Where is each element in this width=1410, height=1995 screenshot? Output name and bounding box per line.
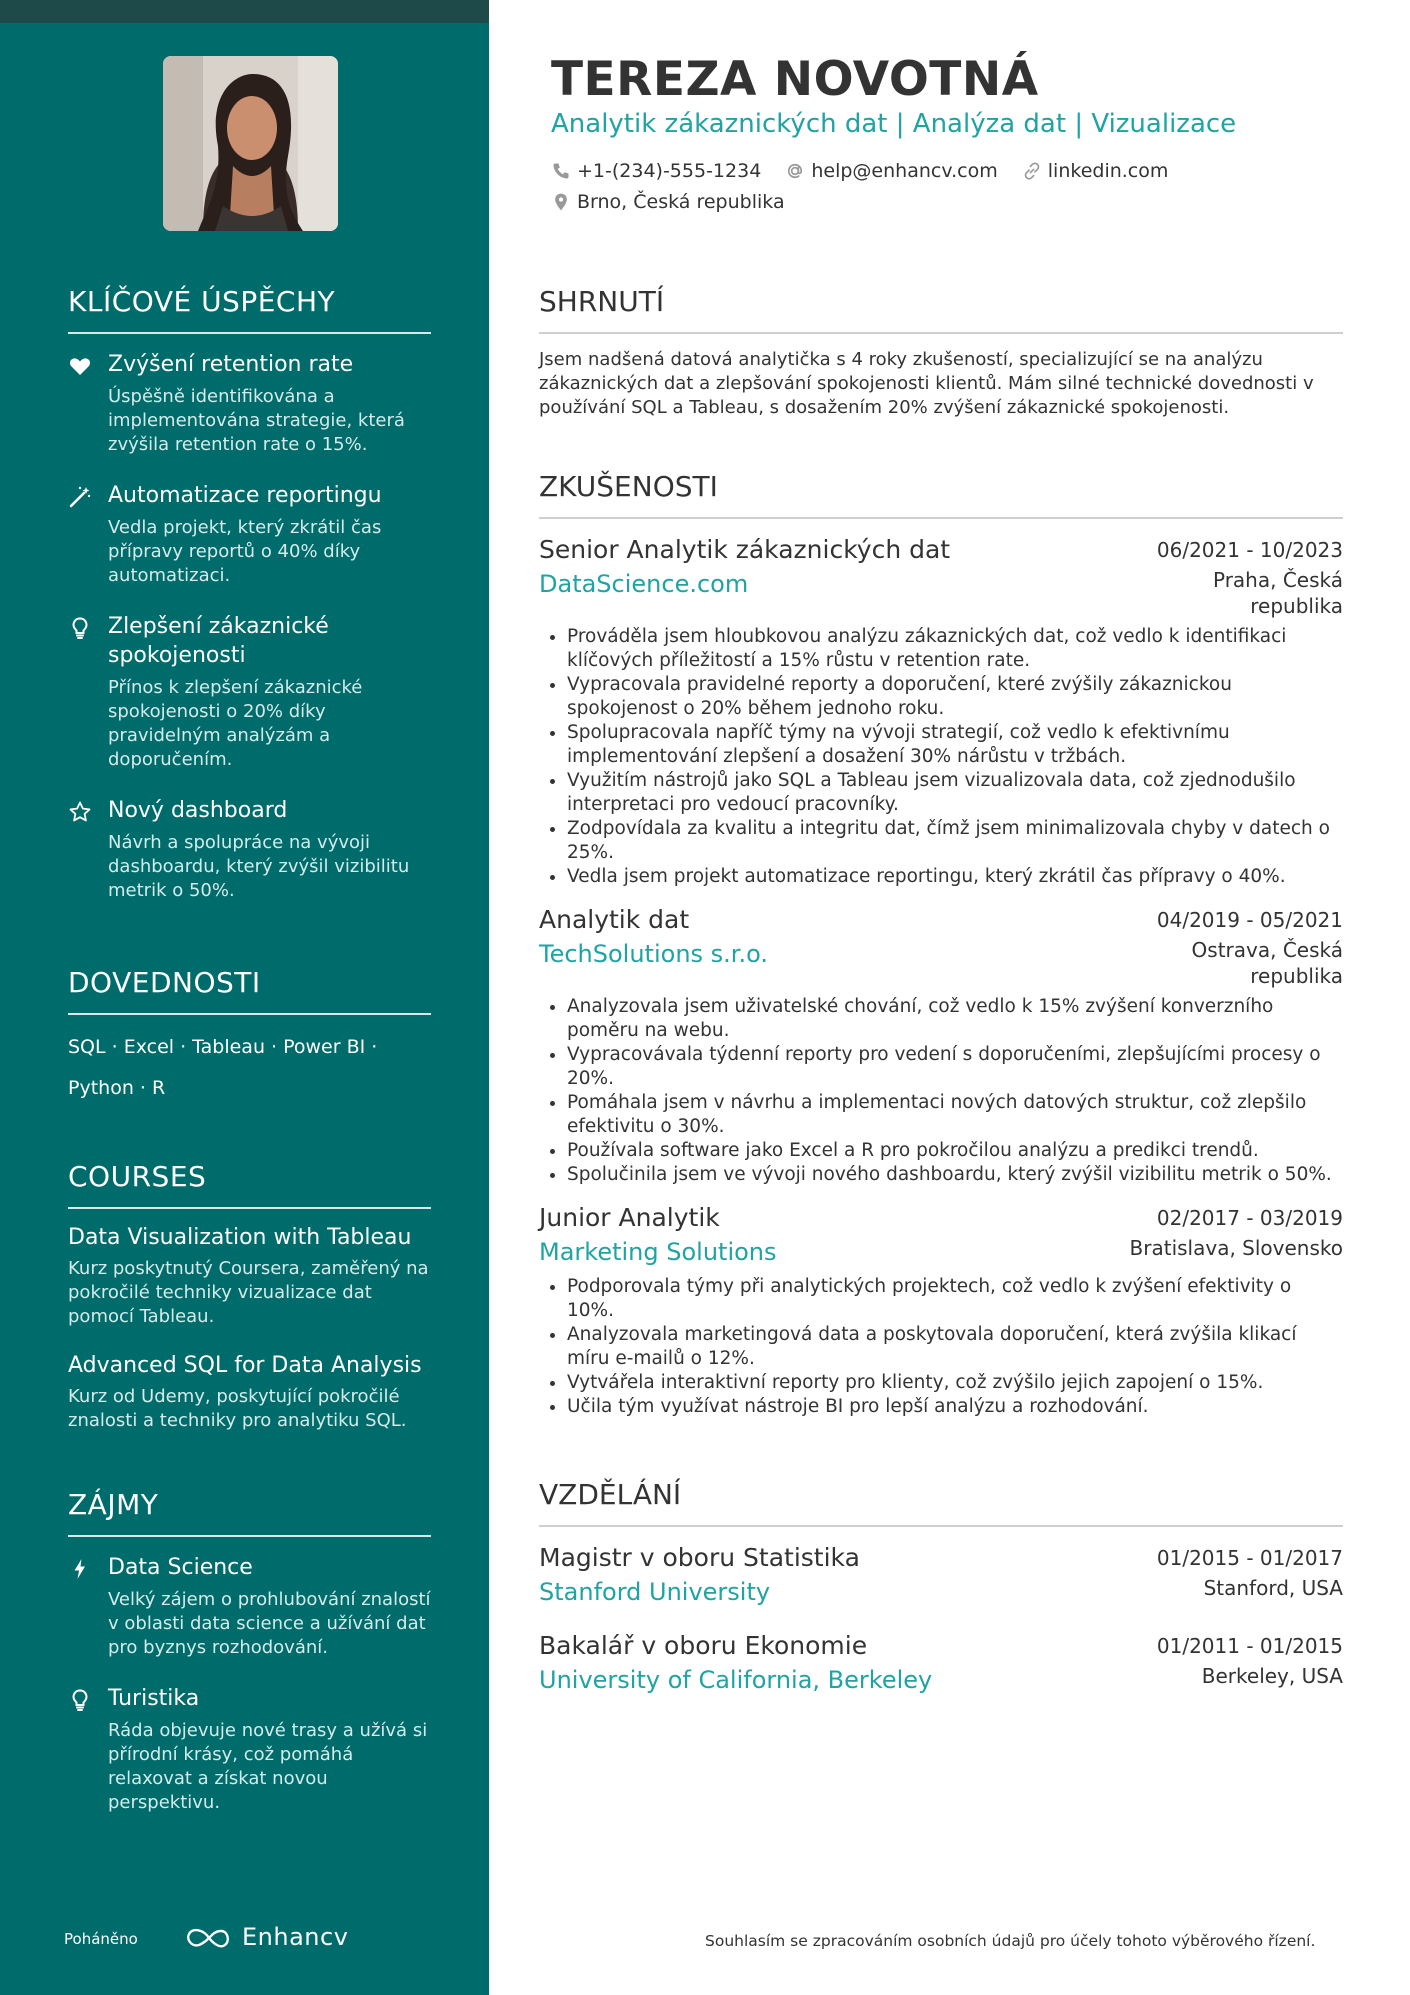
achievement-item [68, 612, 431, 772]
at-icon [785, 161, 805, 181]
degree-title: Magistr v oboru Statistika [539, 1543, 860, 1572]
sidebar [0, 0, 489, 1995]
education-date: 01/2011 - 01/2015 [1156, 1634, 1343, 1658]
contact-row [551, 160, 1186, 186]
job-date: 02/2017 - 03/2019 [1156, 1206, 1343, 1230]
interests-section [68, 1488, 431, 1815]
sidebar-top-bar [0, 0, 489, 23]
enhancv-brand-text: Enhancv [242, 1923, 349, 1951]
job-title: Senior Analytik zákaznických dat [539, 535, 951, 564]
achievement-desc: Návrh a spolupráce na vývoji dashboardu, který zvýšil vizibilitu metrik o 50%. [108, 832, 410, 901]
job-location: Praha, Česká republika [1212, 568, 1343, 618]
job-bullet: • Analyzovala marketingová data a poskytovala doporučení, která zvýšila klikací míru e-mailů o 12%. [567, 1323, 1343, 1371]
achievement-desc: Úspěšně identifikována a implementována strategie, která zvýšila retention rate o 15%. [108, 386, 405, 455]
job-bullet: • Analyzovala jsem uživatelské chování, což vedlo k 15% zvýšení konverzního poměru na webu. [567, 995, 1343, 1043]
phone-icon [551, 161, 571, 181]
skills-section [68, 966, 431, 1109]
skills-line: Python · R [68, 1077, 166, 1099]
consent-note: Souhlasím se zpracováním osobních údajů pro účely tohoto výběrového řízení. [705, 1932, 1316, 1950]
achievement-desc: Vedla projekt, který zkrátil čas přípravy reportů o 40% díky automatizaci. [108, 517, 382, 586]
job-bullets [539, 625, 1343, 889]
achievement-title: Nový dashboard [108, 798, 288, 823]
job-bullet: • Vedla jsem projekt automatizace reportingu, který zkrátil čas přípravy o 40%. [567, 865, 1343, 889]
interest-title: Data Science [108, 1555, 253, 1580]
job-location: Ostrava, Česká republika [1191, 938, 1343, 988]
skills-heading: DOVEDNOSTI [68, 966, 431, 1015]
website-contact[interactable] [1022, 160, 1169, 182]
achievements-section [68, 285, 431, 903]
heart-icon [68, 354, 92, 378]
job-title: Analytik dat [539, 905, 690, 934]
course-item [68, 1351, 431, 1433]
job-location: Bratislava, Slovensko [1129, 1236, 1343, 1260]
job-entry [539, 903, 1343, 1187]
summary-heading: SHRNUTÍ [539, 285, 1343, 334]
job-entry [539, 1201, 1343, 1419]
job-company[interactable]: Marketing Solutions [539, 1238, 777, 1266]
achievement-title: Zvýšení retention rate [108, 352, 354, 377]
job-bullet: • Učila tým využívat nástroje BI pro lepší analýzu a rozhodování. [567, 1395, 1343, 1419]
interest-item [68, 1684, 431, 1815]
email-text: help@enhancv.com [811, 160, 998, 182]
job-bullet: • Spolupracovala napříč týmy na vývoji strategií, což vedlo k efektivnímu implementování zlepšení a dosažení 30% nárůstu v tržbách. [567, 721, 1343, 769]
degree-title: Bakalář v oboru Ekonomie [539, 1631, 868, 1660]
job-company[interactable]: DataScience.com [539, 570, 749, 598]
interest-item [68, 1553, 431, 1660]
summary-text: Jsem nadšená datová analytička s 4 roky zkušeností, specializující se na analýzu zákaznických dat a zlepšování spokojenosti klientů. Mám silné technické dovednosti v používání SQL a Tableau, s dosažením 20% zvýšení zákaznické spokojenosti. [539, 349, 1314, 418]
skills-line: SQL · Excel · Tableau · Power BI · [68, 1036, 378, 1058]
education-entry [539, 1541, 1343, 1609]
job-bullet: • Používala software jako Excel a R pro pokročilou analýzu a predikci trendů. [567, 1139, 1343, 1163]
job-bullet: • Vypracovala pravidelné reporty a doporučení, které zvýšily zákaznickou spokojenost o 20% během jednoho roku. [567, 673, 1343, 721]
interest-title: Turistika [108, 1686, 200, 1711]
job-bullet: • Spolučinila jsem ve vývoji nového dashboardu, který zvýšil vizibilitu metrik o 50%. [567, 1163, 1343, 1187]
job-bullet: • Podporovala týmy při analytických projektech, což vedlo k zvýšení efektivity o 10%. [567, 1275, 1343, 1323]
phone-contact[interactable] [551, 160, 761, 182]
enhancv-logo[interactable] [184, 1921, 349, 1955]
job-date: 06/2021 - 10/2023 [1156, 538, 1343, 562]
website-text: linkedin.com [1047, 160, 1169, 182]
job-bullet: • Pomáhala jsem v návrhu a implementaci nových datových struktur, což zlepšilo efektivitu o 30%. [567, 1091, 1343, 1139]
education-entry [539, 1629, 1343, 1697]
course-desc: Kurz poskytnutý Coursera, zaměřený na pokročilé techniky vizualizace dat pomocí Tableau. [68, 1258, 429, 1327]
profile-photo [163, 56, 338, 231]
job-bullets [539, 1275, 1343, 1419]
job-bullet: • Zodpovídala za kvalitu a integritu dat, čímž jsem minimalizovala chyby v datech o 25%. [567, 817, 1343, 865]
lightbulb-icon [68, 1688, 92, 1712]
email-contact[interactable] [785, 160, 997, 182]
education-location: Berkeley, USA [1201, 1664, 1343, 1688]
job-bullet: • Vytvářela interaktivní reporty pro klienty, což zvýšilo jejich zapojení o 15%. [567, 1371, 1343, 1395]
education-location: Stanford, USA [1203, 1576, 1343, 1600]
course-desc: Kurz od Udemy, poskytující pokročilé znalosti a techniky pro analytiku SQL. [68, 1386, 407, 1431]
bolt-icon [68, 1557, 92, 1581]
location-pin-icon [551, 192, 571, 212]
courses-section [68, 1160, 431, 1433]
job-bullet: • Vypracovávala týdenní reporty pro vedení s doporučeními, zlepšujícími procesy o 20%. [567, 1043, 1343, 1091]
achievement-title: Zlepšení zákaznické spokojenosti [108, 614, 329, 668]
achievement-item [68, 796, 431, 903]
achievement-title: Automatizace reportingu [108, 483, 382, 508]
infinity-icon [184, 1921, 234, 1955]
location-row [551, 191, 803, 217]
phone-text: +1-(234)-555-1234 [577, 160, 762, 182]
location-contact [551, 191, 785, 213]
job-company[interactable]: TechSolutions s.r.o. [539, 940, 768, 968]
job-date: 04/2019 - 05/2021 [1156, 908, 1343, 932]
experience-heading: ZKUŠENOSTI [539, 470, 1343, 519]
magic-wand-icon [68, 485, 92, 509]
link-icon [1022, 161, 1042, 181]
interests-heading: ZÁJMY [68, 1488, 431, 1537]
summary-section [539, 285, 1343, 420]
achievement-item [68, 350, 431, 457]
achievements-heading: KLÍČOVÉ ÚSPĚCHY [68, 285, 431, 334]
lightbulb-icon [68, 616, 92, 640]
powered-by-label: Poháněno [64, 1930, 138, 1948]
education-heading: VZDĚLÁNÍ [539, 1478, 1343, 1527]
job-title: Junior Analytik [539, 1203, 720, 1232]
education-date: 01/2015 - 01/2017 [1156, 1546, 1343, 1570]
job-bullet: • Prováděla jsem hloubkovou analýzu zákaznických dat, což vedlo k identifikaci klíčových příležitostí a 15% růstu v retention rate. [567, 625, 1343, 673]
candidate-role: Analytik zákaznických dat | Analýza dat | Vizualizace [551, 109, 1237, 139]
school-name[interactable]: Stanford University [539, 1578, 771, 1606]
candidate-name: TEREZA NOVOTNÁ [551, 52, 1039, 107]
job-bullets [539, 995, 1343, 1187]
course-title: Data Visualization with Tableau [68, 1225, 412, 1250]
course-item [68, 1223, 431, 1329]
achievement-desc: Přínos k zlepšení zákaznické spokojenosti o 20% díky pravidelným analýzám a doporučením. [108, 677, 363, 770]
interest-desc: Velký zájem o prohlubování znalostí v oblasti data science a užívání dat pro byznys rozhodování. [108, 1589, 431, 1658]
star-icon [68, 800, 92, 824]
skills-list [68, 1027, 431, 1109]
courses-heading: COURSES [68, 1160, 431, 1209]
school-name[interactable]: University of California, Berkeley [539, 1666, 933, 1694]
job-bullet: • Využitím nástrojů jako SQL a Tableau jsem vizualizovala data, což zjednodušilo interpretaci pro vedoucí pracovníky. [567, 769, 1343, 817]
interest-desc: Ráda objevuje nové trasy a užívá si přírodní krásy, což pomáhá relaxovat a získat novou perspektivu. [108, 1720, 428, 1813]
job-entry [539, 533, 1343, 889]
achievement-item [68, 481, 431, 588]
experience-section [539, 470, 1343, 1419]
course-title: Advanced SQL for Data Analysis [68, 1353, 422, 1378]
location-text: Brno, Česká republika [577, 191, 785, 213]
education-section [539, 1478, 1343, 1697]
